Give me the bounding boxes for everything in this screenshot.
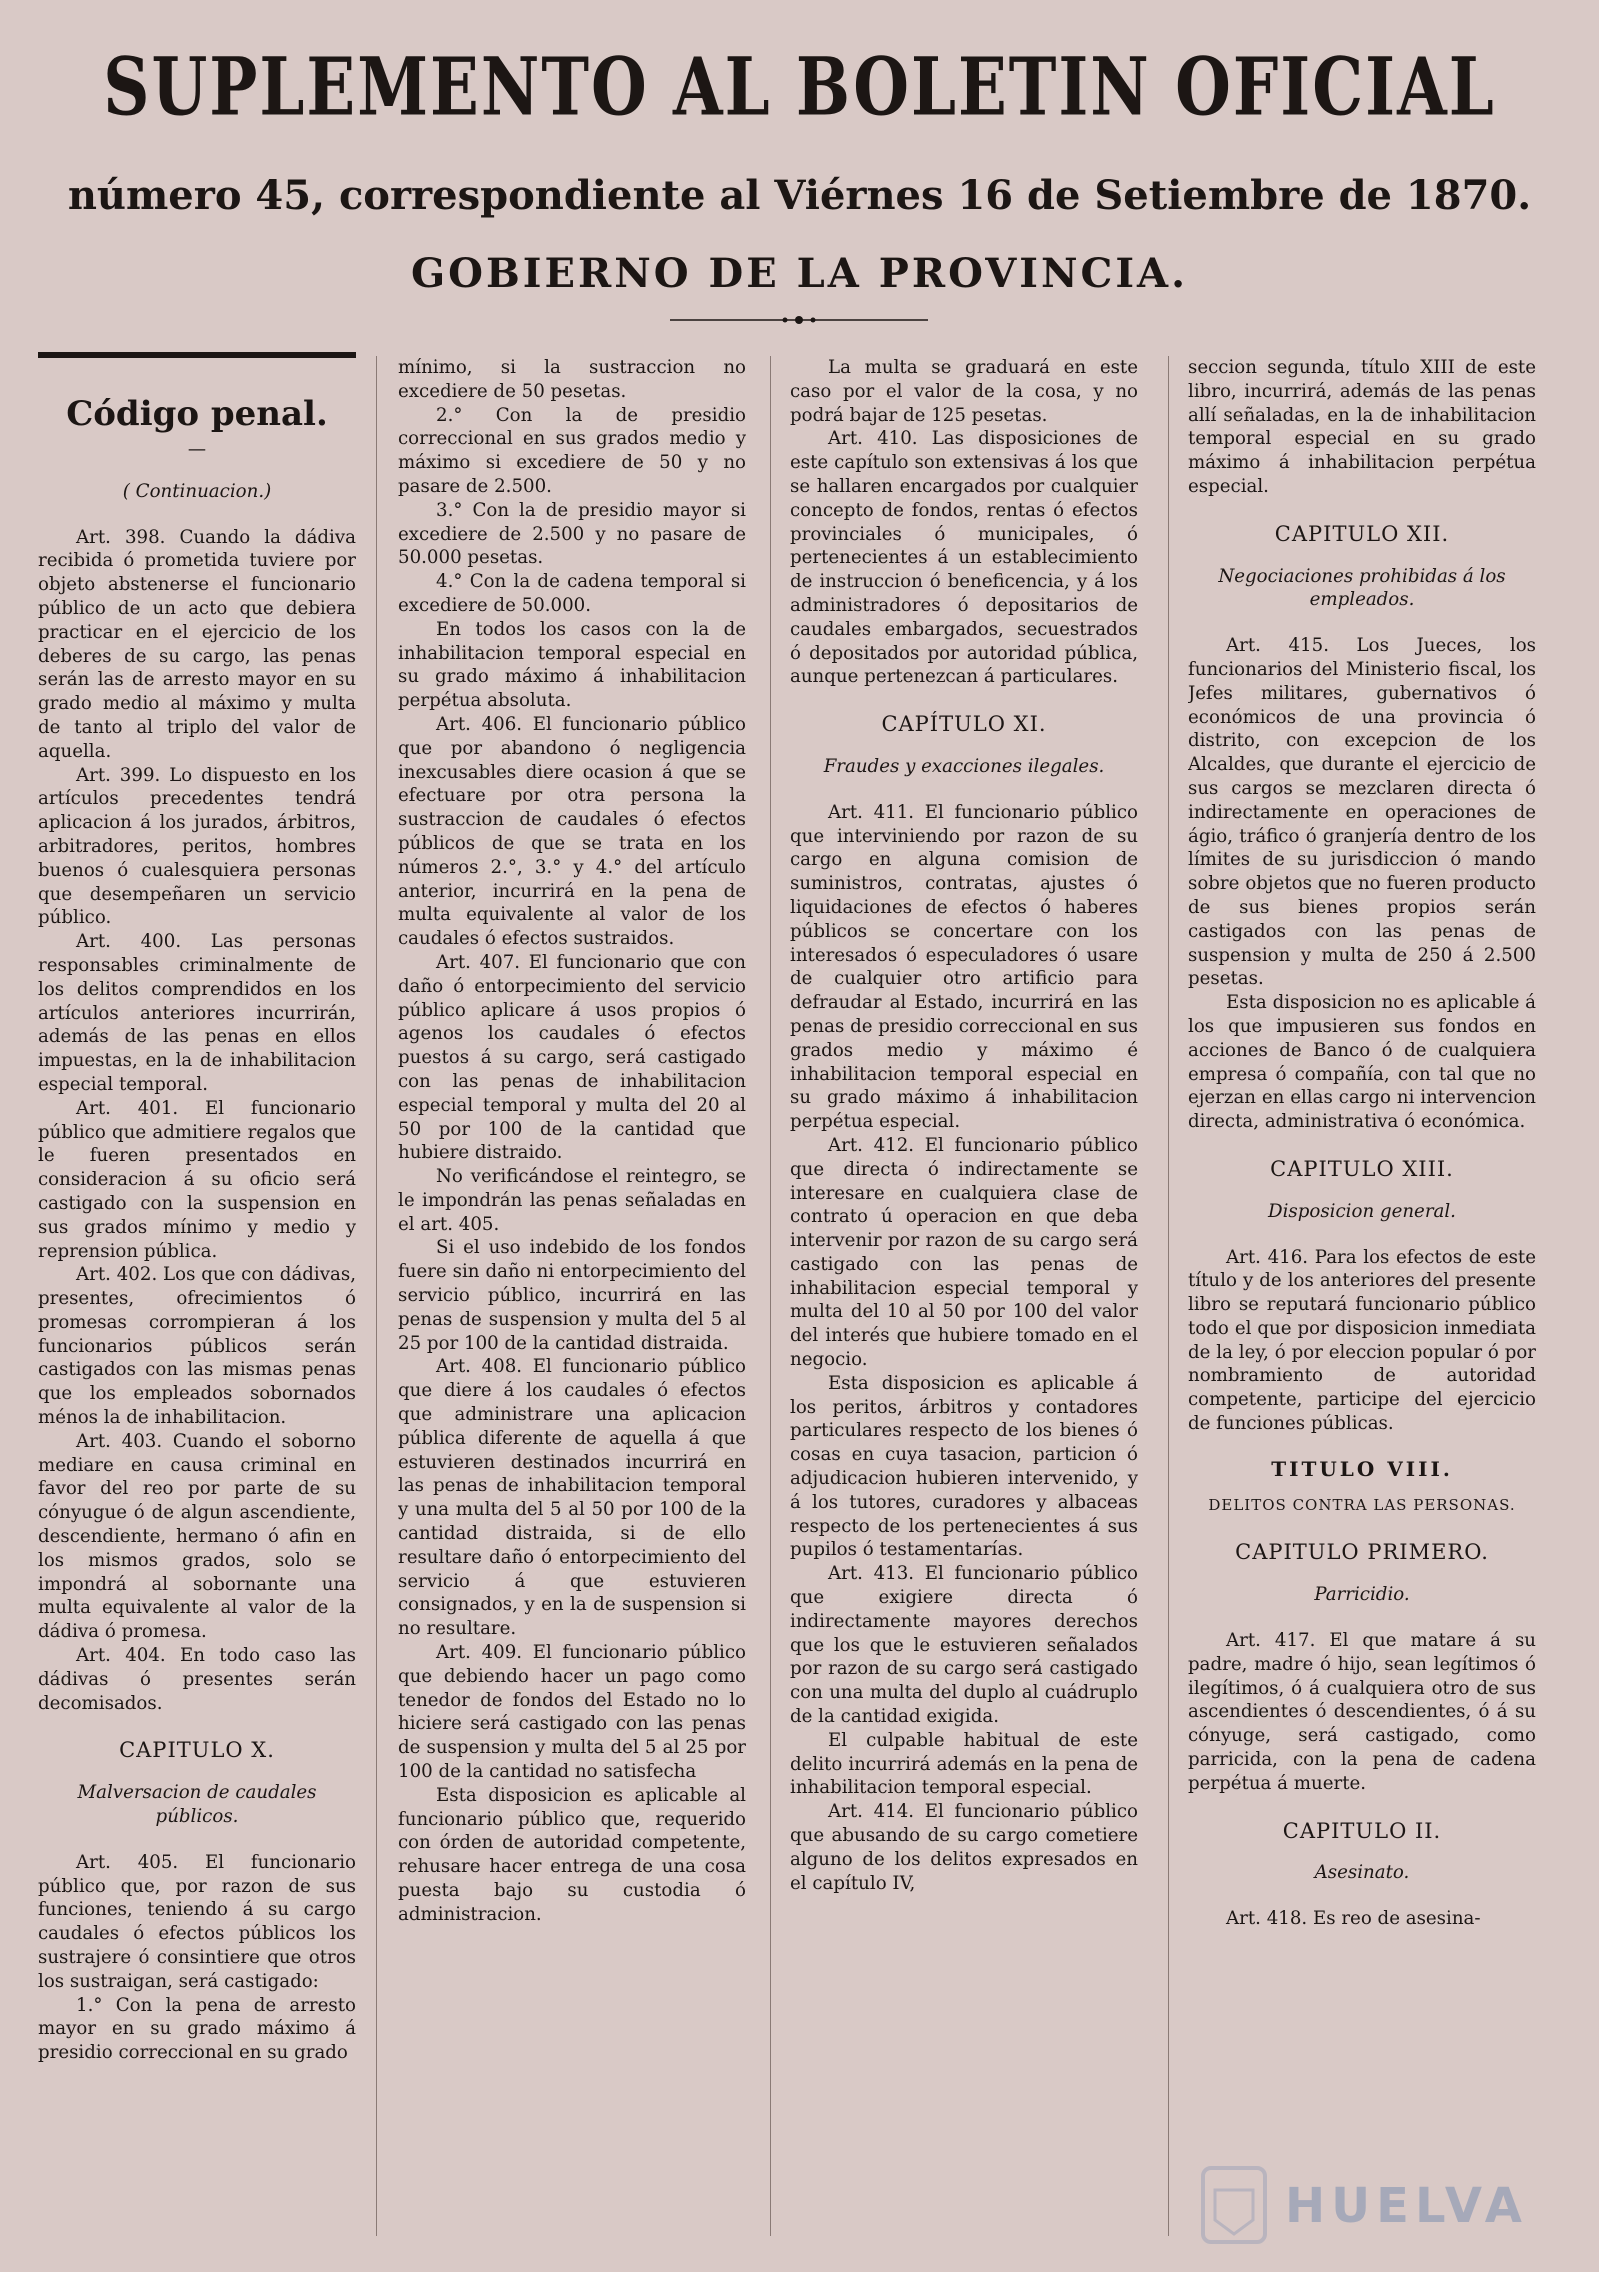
column-1 xyxy=(38,372,356,2262)
government-heading: GOBIERNO DE LA PROVINCIA. xyxy=(410,250,1189,297)
chapter-ii-subtitle: Asesinato. xyxy=(1314,1862,1410,1884)
article-416: Art. 416. Para los efectos de este título y de los anteriores del presente libro se reputará funcionario público todo el que por disposicion inmediata de la ley, ó por eleccion popular ó por nombramiento de autoridad competente, participe del ejercicio de funciones públicas. xyxy=(1188,1246,1536,1435)
article-418: Art. 418. Es reo de asesina- xyxy=(1226,1908,1481,1930)
titulo-viii-heading: TITULO VIII. xyxy=(1271,1456,1453,1481)
article-407: Art. 407. El funcionario que con daño ó entorpecimiento del servicio público aplicare á usos propios ó agenos los caudales ó efectos puestos á su cargo, será castigado con las penas de inhabilitacion especial temporal y multa del 20 al 50 por 100 de la cantidad que hubiere distraido. xyxy=(398,951,746,1164)
article-417: Art. 417. El que matare á su padre, madre ó hijo, sean legítimos ó ilegítimos, ó á cualquiera otro de sus ascendientes ó descendientes, ó á su cónyuge, será castigado, como parricida, con la pena de cadena perpétua á muerte. xyxy=(1188,1630,1536,1794)
section-title: Código penal. xyxy=(66,394,328,434)
column-divider xyxy=(376,356,377,2236)
article-409: Art. 409. El funcionario público que debiendo hacer un pago como tenedor de fondos del Estado no lo hiciere será castigado con las penas de suspension y multa del 5 al 25 por 100 de la cantidad no satisfecha xyxy=(398,1642,746,1783)
chapter-x-subtitle: Malversacion de caudales públicos. xyxy=(77,1782,317,1828)
article-412-extension: Esta disposicion es aplicable á los peritos, árbitros y contadores particulares respecto de los bienes ó cosas en cuya tasacion, particion ó adjudicacion hubieren intervenido, y á los tutores, curadores y albaceas respecto de los pertenecientes á sus pupilos ó testamentarías. xyxy=(790,1372,1138,1561)
chapter-primero-subtitle: Parricidio. xyxy=(1314,1584,1410,1606)
article-409-extension: Esta disposicion es aplicable al funcionario público que, requerido con órden de autoridad competente, rehusare hacer entrega de una cosa puesta bajo su custodia ó administracion. xyxy=(398,1784,746,1925)
column-3 xyxy=(790,356,1138,2246)
article-407-uso: Si el uso indebido de los fondos fuere sin daño ni entorpecimiento del servicio público, incurrirá en las penas de suspension y multa del 5 al 25 por 100 de la cantidad distraida. xyxy=(398,1237,746,1354)
masthead-title: SUPLEMENTO AL BOLETIN OFICIAL xyxy=(103,40,1496,135)
article-405-continued: mínimo, si la sustraccion no excediere de 50 pesetas. xyxy=(398,357,746,402)
column-2 xyxy=(398,356,746,2246)
issue-line: número 45, correspondiente al Viérnes 16 de Setiembre de 1870. xyxy=(67,172,1532,219)
article-409-multa: La multa se graduará en este caso por el valor de la cosa, y no podrá bajar de 125 pesetas. xyxy=(790,357,1138,426)
titulo-viii-subtitle: DELITOS CONTRA LAS PERSONAS. xyxy=(1208,1495,1516,1514)
article-411: Art. 411. El funcionario público que interviniendo por razon de su cargo en alguna comision de suministros, contratas, ajustes ó liquidaciones de efectos ó haberes públicos se concertare con los interesados ó especuladores ó usare de cualquier otro artificio para defraudar al Estado, incurrirá en las penas de presidio correccional en sus grados medio y máximo é inhabilitacion temporal especial en su grado máximo á inhabilitacion perpétua especial. xyxy=(790,801,1138,1133)
column-divider xyxy=(1168,356,1169,2236)
chapter-x-heading: CAPITULO X. xyxy=(119,1738,275,1763)
chapter-xiii-heading: CAPITULO XIII. xyxy=(1270,1156,1454,1181)
article-399: Art. 399. Lo dispuesto en los artículos precedentes tendrá aplicacion á los jurados, árbitros, arbitradores, peritos, hombres buenos ó cualesquiera personas que desempeñaren un servicio público. xyxy=(38,764,356,929)
article-401: Art. 401. El funcionario público que admitiere regalos que le fueren presentados en consideracion á su oficio será castigado con la suspension en sus grados mínimo y medio y reprension pública. xyxy=(38,1097,356,1262)
chapter-xiii-subtitle: Disposicion general. xyxy=(1268,1200,1456,1222)
column-divider xyxy=(770,356,771,2236)
title-dash: — xyxy=(187,439,207,460)
article-405-item-1: 1.° Con la pena de arresto mayor en su grado máximo á presidio correccional en su grado xyxy=(38,1994,356,2064)
chapter-ii-heading: CAPITULO II. xyxy=(1282,1818,1442,1843)
article-413-habitual: El culpable habitual de este delito incurrirá además en la pena de inhabilitacion temporal especial. xyxy=(790,1729,1138,1799)
article-404: Art. 404. En todo caso las dádivas ó presentes serán decomisados. xyxy=(38,1645,356,1714)
article-408: Art. 408. El funcionario público que diere á los caudales ó efectos que administrare una aplicacion pública diferente de aquella á que estuvieren destinados incurrirá en las penas de inhabilitacion temporal y una multa del 5 al 50 por 100 de la cantidad distraida, si de ello resultare daño ó entorpecimiento del servicio á que estuvieren consignados, y en la de suspension si no resultare. xyxy=(398,1356,746,1640)
chapter-xii-heading: CAPITULO XII. xyxy=(1274,521,1450,546)
ornament-divider xyxy=(670,314,928,326)
continuation-note: ( Continuacion.) xyxy=(122,480,272,502)
article-415: Art. 415. Los Jueces, los funcionarios del Ministerio fiscal, los Jefes militares, gubernativos ó económicos de una provincia ó distrito, con excepcion de los Alcaldes, que durante el ejercicio de sus cargos se mezclaren directa ó indirectamente en operaciones de ágio, tráfico ó granjería dentro de los límites de su jurisdiccion ó mando sobre objetos que no fueren producto de sus bienes propios serán castigados con las penas de suspension y multa de 250 á 2.500 pesetas. xyxy=(1188,635,1536,990)
article-400: Art. 400. Las personas responsables criminalmente de los delitos comprendidos en los artículos anteriores incurrirán, además de las penas en ellos impuestas, en la de inhabilitacion especial temporal. xyxy=(38,931,356,1095)
article-414: Art. 414. El funcionario público que abusando de su cargo cometiere alguno de los delitos expresados en el capítulo IV, xyxy=(790,1801,1138,1894)
article-405-closing: En todos los casos con la de inhabilitacion temporal especial en su grado máximo á inhabilitacion perpétua absoluta. xyxy=(398,618,746,712)
article-414-continued: seccion segunda, título XIII de este libro, incurrirá, además de las penas allí señaladas, en la de inhabilitacion temporal especial en su grado máximo á inhabilitacion perpétua especial. xyxy=(1188,357,1536,497)
chapter-xi-heading: CAPÍTULO XI. xyxy=(881,712,1047,737)
article-412: Art. 412. El funcionario público que directa ó indirectamente se interesare en cualquiera clase de contrato ú operacion en que deba intervenir por razon de su cargo será castigado con las penas de inhabilitacion especial temporal y multa del 10 al 50 por 100 del valor del interés que hubiere tomado en el negocio. xyxy=(790,1134,1138,1371)
article-398: Art. 398. Cuando la dádiva recibida ó prometida tuviere por objeto abstenerse el funcionario público de un acto que debiera practicar en el ejercicio de los deberes de su cargo, las penas serán las de arresto mayor en su grado medio al máximo y multa de tanto al triplo del valor de aquella. xyxy=(38,526,356,762)
article-410: Art. 410. Las disposiciones de este capítulo son extensivas á los que se hallaren encargados por cualquier concepto de fondos, rentas ó efectos provinciales ó municipales, ó pertenecientes á un establecimiento de instruccion ó beneficencia, y á los administradores ó depositarios de caudales embargados, secuestrados ó depositados por autoridad pública, aunque pertenezcan á particulares. xyxy=(790,428,1138,688)
chapter-xii-subtitle: Negociaciones prohibidas á los empleados. xyxy=(1218,565,1506,611)
column-top-rule xyxy=(38,352,356,358)
article-413: Art. 413. El funcionario público que exigiere directa ó indirectamente mayores derechos que los que le estuvieren señalados por razon de su cargo será castigado con una multa del duplo al cuádruplo de la cantidad exigida. xyxy=(790,1563,1138,1728)
article-405-item-2: 2.° Con la de presidio correccional en sus grados medio y máximo si excediere de 50 y no pasare de 2.500. xyxy=(398,404,746,497)
archive-watermark: HUELVA xyxy=(1285,2178,1528,2234)
article-405-item-4: 4.° Con la de cadena temporal si excediere de 50.000. xyxy=(398,571,746,616)
article-407-reintegro: No verificándose el reintegro, se le impondrán las penas señaladas en el art. 405. xyxy=(398,1166,746,1235)
article-406: Art. 406. El funcionario público que por abandono ó negligencia inexcusables diere ocasion á que se efectuare por otra persona la sustraccion de caudales ó efectos públicos de que se trata en los números 2.°, 3.° y 4.° del artículo anterior, incurrirá en la pena de multa equivalente al valor de los caudales ó efectos sustraidos. xyxy=(398,713,746,950)
column-4 xyxy=(1188,356,1536,2246)
article-405-item-3: 3.° Con la de presidio mayor si excediere de 2.500 y no pasare de 50.000 pesetas. xyxy=(398,499,746,569)
article-402: Art. 402. Los que con dádivas, presentes, ofrecimientos ó promesas corrompieran á los funcionarios públicos serán castigados con las mismas penas que los empleados sobornados ménos la de inhabilitacion. xyxy=(38,1264,356,1429)
chapter-primero-heading: CAPITULO PRIMERO. xyxy=(1235,1540,1489,1565)
article-415-exception: Esta disposicion no es aplicable á los que impusieren sus fondos en acciones de Banco ó de cualquiera empresa ó compañía, con tal que no ejerzan en ellas cargo ni intervencion directa, administrativa ó económica. xyxy=(1188,992,1536,1133)
chapter-xi-subtitle: Fraudes y exacciones ilegales. xyxy=(823,755,1105,777)
article-405: Art. 405. El funcionario público que, por razon de sus funciones, teniendo á su cargo caudales ó efectos públicos los sustrajere ó consintiere que otros los sustraigan, será castigado: xyxy=(38,1851,356,1992)
article-403: Art. 403. Cuando el soborno mediare en causa criminal en favor del reo por parte de su cónyugue ó de algun ascendiente, descendiente, hermano ó afin en los mismos grados, solo se impondrá al sobornante una multa equivalente al valor de la dádiva ó promesa. xyxy=(38,1430,356,1643)
